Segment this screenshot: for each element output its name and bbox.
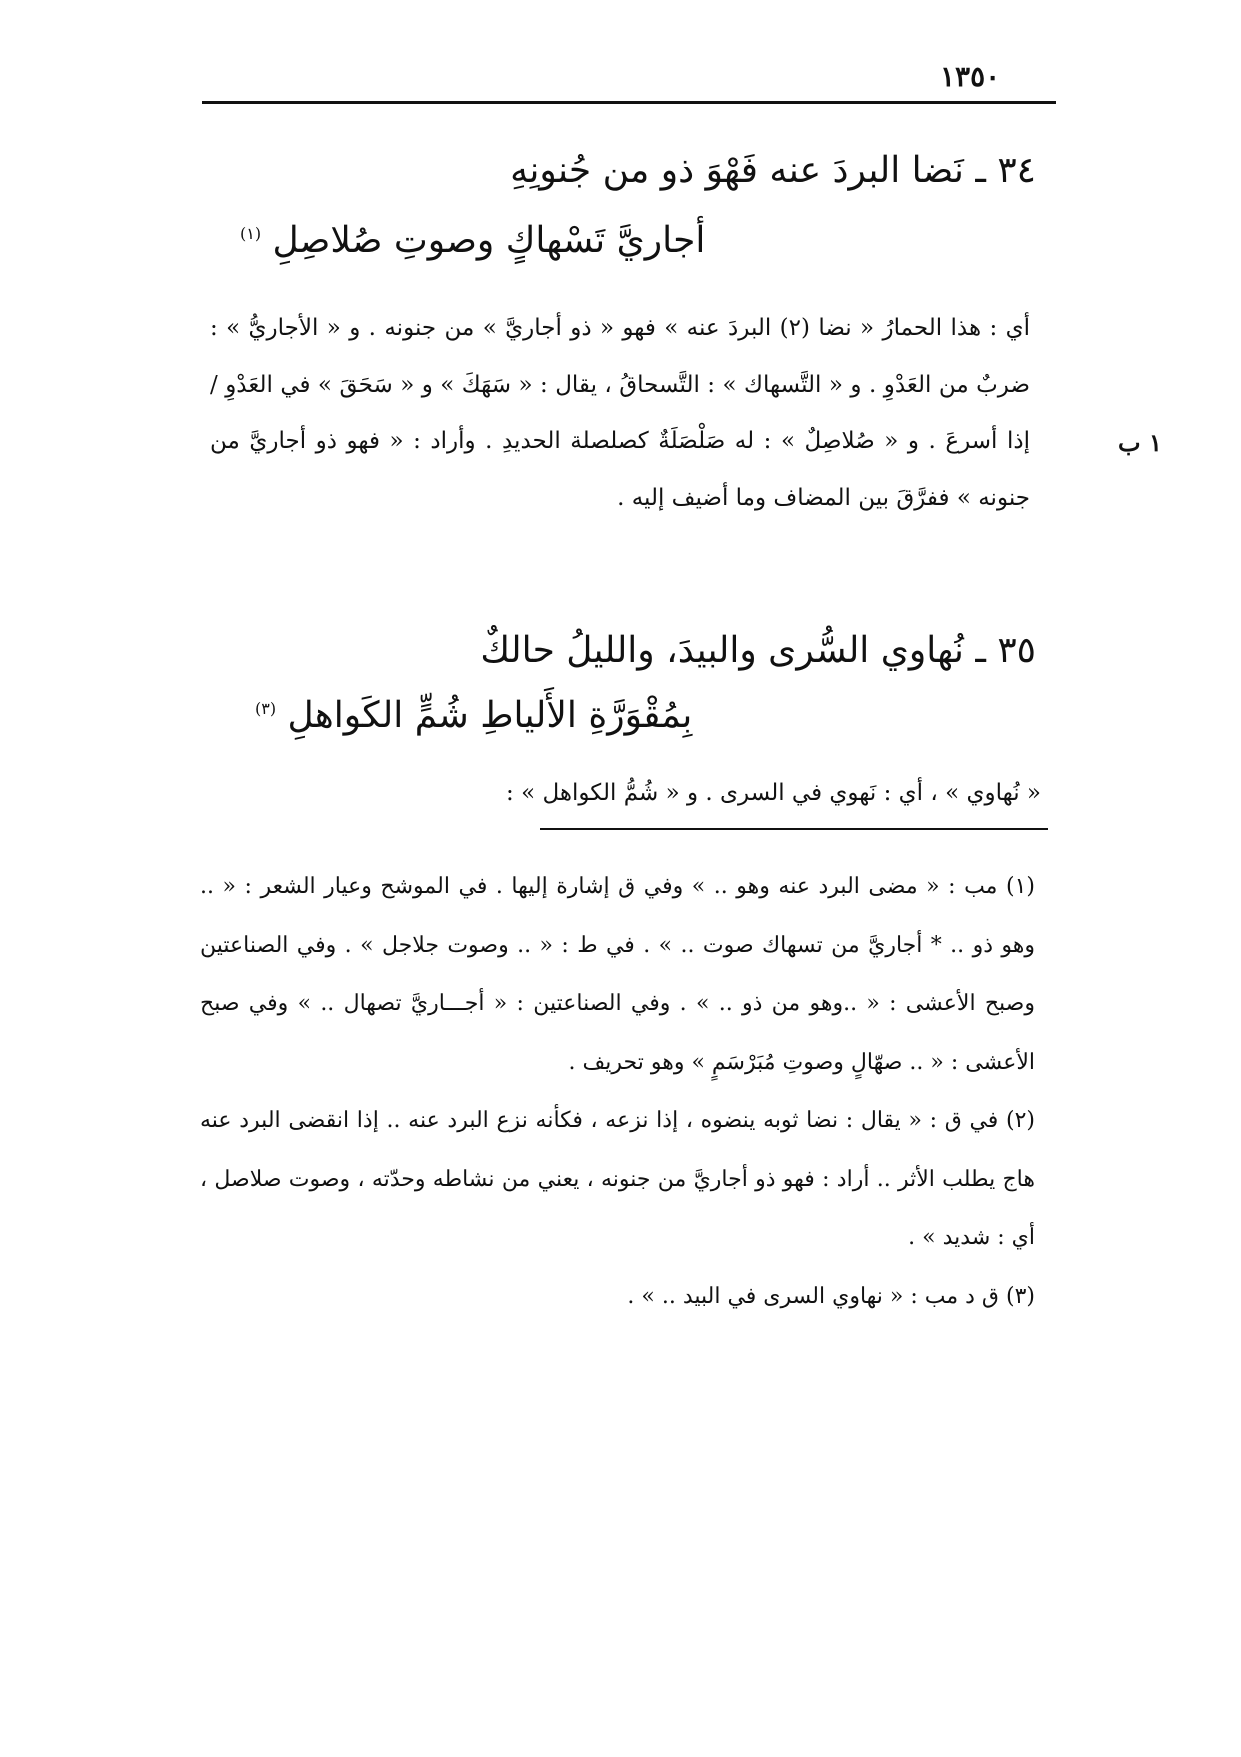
verse-34-second-hemistich-text: أجاريَّ تَسْهاكٍ وصوتِ صُلاصِلِ	[272, 220, 706, 261]
verse-35-second-hemistich	[255, 695, 692, 736]
margin-folio-note: ١ ب	[1118, 428, 1162, 457]
footnote-2: (٢) في ق : « يقال : نضا ثوبه ينضوه ، إذا نزعه ، فكأنه نزع البرد عنه .. إذا انقضى البرد عنه هاج يطلب الأثر .. أراد : فهو ذو أجاريَّ من جنونه ، يعني من نشاطه وحدّته ، وصوت صلاصل ، أي : شديد » .	[200, 1108, 1035, 1250]
commentary-verse-35: « نُهاوي » ، أي : نَهوي في السرى . و « شُمُّ الكواهل » :	[506, 780, 1041, 806]
page-number: ١٣٥٠	[940, 60, 1001, 93]
verse-35-second-hemistich-text: بِمُقْوَرَّةِ الأَلياطِ شُمٍّ الكَواهلِ	[287, 695, 693, 736]
verse-34-second-hemistich	[240, 220, 705, 261]
footnote-marker-3: (٣)	[255, 699, 277, 718]
verse-35-first-hemistich: ٣٥ ـ نُهاوي السُّرى والبيدَ، والليلُ حالكٌ	[480, 630, 1036, 671]
verse-34-first-hemistich: ٣٤ ـ نَضا البردَ عنه فَهْوَ ذو من جُنونِهِ	[510, 150, 1036, 191]
commentary-paragraph: أي : هذا الحمارُ « نضا (٢) البردَ عنه » فهو « ذو أجاريَّ » من جنونه . و « الأجاريُّ » : ضربٌ من العَدْوِ . و « التَّسهاك » : التَّسحاقُ ، يقال : « سَهَكَ » و « سَحَقَ » في العَدْوِ / إذا أسرعَ . و « صُلاصِلٌ » : له صَلْصَلَةٌ كصلصلة الحديدِ . وأراد : « فهو ذو أجاريَّ من جنونه » ففرَّقَ بين المضاف وما أضيف إليه .	[210, 315, 1030, 511]
footnotes	[200, 858, 1035, 1326]
header-rule	[202, 101, 1056, 104]
commentary-verse-34	[210, 300, 1030, 526]
footnote-separator	[540, 828, 1048, 830]
footnote-1: (١) مب : « مضى البرد عنه وهو .. » وفي ق إشارة إليها . في الموشح وعيار الشعر : « .. وهو ذو .. * أجاريَّ من تسهاك صوت .. » . في ط : « .. وصوت جلاجل » . وفي الصناعتين وصبح الأعشى : « ..وهو من ذو .. » . وفي الصناعتين : « أجـــاريَّ تصهال .. » وفي صبح الأعشى : « .. صهّالٍ وصوتِ مُبَرْسَمٍ » وهو تحريف .	[200, 874, 1035, 1075]
footnote-marker-1: (١)	[240, 224, 262, 243]
footnote-3: (٣) ق د مب : « نهاوي السرى في البيد .. » .	[627, 1283, 1035, 1309]
